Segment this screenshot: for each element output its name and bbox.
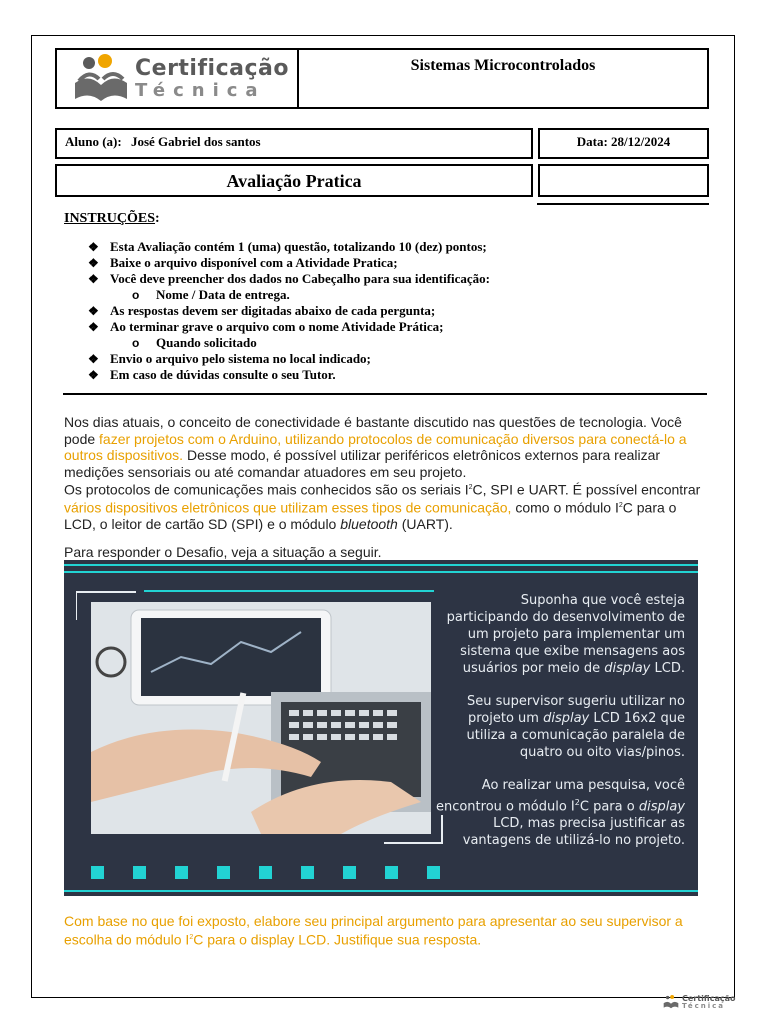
question-text-a: Com base no que foi exposto, elabore seu principal argumento para apresentar ao seu supervisor a escolha do módulo I: [64, 913, 683, 948]
superscript-2: 2: [618, 502, 623, 510]
diamond-bullet-icon: ❖: [88, 240, 99, 254]
intro-paragraph: [64, 414, 704, 533]
scenario-text-3a: Ao realizar uma pesquisa, você encontrou o módulo I: [435, 778, 685, 815]
square-icon: [301, 866, 314, 879]
student-name: José Gabriel dos santos: [130, 134, 261, 149]
display-term: display: [604, 661, 651, 676]
instructions-title-colon: :: [155, 211, 160, 226]
protocols-text-b: C, SPI e UART. É possível encontrar: [472, 481, 701, 498]
grade-box: [538, 164, 709, 197]
certificacao-logo-small-icon: [662, 993, 680, 1011]
instructions-title-text: INSTRUÇÕES: [64, 211, 156, 226]
header-divider: [537, 203, 709, 205]
scenario-text: [435, 592, 685, 865]
instructions-list: [88, 239, 490, 383]
list-item: [88, 351, 490, 367]
square-icon: [217, 866, 230, 879]
intro-text-a: Nos dias atuais, o conceito de conectividade é bastante discutido nas questões de tecnologia. Você pode: [64, 414, 682, 447]
banner-top-line: [64, 564, 698, 566]
list-item-text: Em caso de dúvidas consulte o seu Tutor.: [110, 367, 336, 382]
square-icon: [91, 866, 104, 879]
scenario-text-1b: LCD.: [650, 661, 685, 676]
list-item-text: Quando solicitado: [156, 335, 257, 350]
banner-bottom-line: [64, 890, 698, 892]
student-field: [55, 128, 533, 159]
instructions-divider: [63, 393, 707, 395]
list-item-text: Envio o arquivo pelo sistema no local indicado;: [110, 351, 371, 366]
diamond-bullet-icon: ❖: [88, 256, 99, 270]
list-item-text: Você deve preencher dos dados no Cabeçalho para sua identificação:: [110, 271, 491, 286]
diamond-bullet-icon: ❖: [88, 272, 99, 286]
protocols-text-e: (UART).: [397, 516, 453, 533]
logo-line1: Certificação: [135, 55, 289, 81]
footer-logo-line2: Técnica: [682, 1001, 725, 1010]
square-icon: [427, 866, 440, 879]
challenge-intro: Para responder o Desafio, veja a situação a seguir.: [64, 544, 382, 560]
list-item-text: Ao terminar grave o arquivo com o nome Atividade Prática;: [110, 319, 444, 334]
square-icon: [175, 866, 188, 879]
scenario-text-3b: C para o: [579, 799, 639, 815]
instructions-title: [64, 211, 160, 227]
question-text: [64, 913, 704, 948]
diamond-bullet-icon: ❖: [88, 304, 99, 318]
logo-box: [55, 48, 299, 109]
list-item: [88, 271, 490, 287]
footer-logo: [662, 993, 736, 1011]
list-item-text: Nome / Data de entrega.: [156, 287, 290, 302]
display-term: display: [543, 711, 590, 726]
superscript-2: 2: [189, 933, 194, 941]
list-item-text: As respostas devem ser digitadas abaixo de cada pergunta;: [110, 303, 436, 318]
circle-bullet-icon: o: [132, 288, 140, 302]
sub-list-item: [88, 335, 490, 351]
scenario-text-2b: LCD 16x2 que utiliza a comunicação paralela de quatro ou oito vias/pinos.: [466, 711, 685, 760]
list-item: [88, 255, 490, 271]
logo-text: [135, 55, 289, 101]
diamond-bullet-icon: ❖: [88, 352, 99, 366]
protocols-text-d: C para o LCD, o leitor de cartão SD (SPI) e o módulo: [64, 499, 677, 533]
list-item: [88, 319, 490, 335]
scenario-paragraph-2: [435, 693, 685, 761]
evaluation-title: Avaliação Pratica: [55, 164, 533, 197]
scenario-paragraph-1: [435, 592, 685, 677]
date-field: [538, 128, 709, 159]
list-item: [88, 303, 490, 319]
scenario-text-3c: LCD, mas precisa justificar as vantagens de utilizá-lo no projeto.: [462, 816, 685, 849]
footer-logo-line1: Certificação: [682, 993, 736, 1003]
student-label: Aluno (a):: [65, 134, 122, 149]
scenario-paragraph-3: [435, 777, 685, 849]
decorative-squares: [91, 866, 440, 879]
devices-link[interactable]: vários dispositivos eletrônicos que utilizam esses tipos de comunicação,: [64, 499, 512, 516]
sub-list-item: [88, 287, 490, 303]
date-value: 28/12/2024: [611, 134, 671, 149]
question-text-b: C para o display LCD. Justifique sua resposta.: [193, 931, 482, 948]
square-icon: [343, 866, 356, 879]
bluetooth-term: bluetooth: [340, 516, 398, 533]
banner-top-line-2: [64, 571, 698, 573]
list-item-text: Baixe o arquivo disponível com a Atividade Pratica;: [110, 255, 398, 270]
footer-logo-text: [682, 995, 736, 1010]
diamond-bullet-icon: ❖: [88, 368, 99, 382]
arduino-link[interactable]: fazer projetos com o Arduino, utilizando protocolos de comunicação diversos para conectá-lo a outros dispositivos.: [64, 430, 687, 463]
date-label: Data:: [576, 134, 608, 149]
protocols-text-c: como o módulo I: [511, 499, 619, 516]
superscript-2: 2: [468, 484, 473, 491]
list-item: [88, 367, 490, 383]
certificacao-logo-icon: [69, 51, 133, 107]
photo-illustration-icon: [91, 602, 431, 834]
superscript-2: 2: [574, 798, 580, 807]
scenario-text-1a: Suponha que você esteja participando do desenvolvimento de um projeto para implementar um sistema que exibe mensagens aos usuários por meio de: [446, 593, 685, 676]
circle-bullet-icon: o: [132, 336, 140, 350]
scenario-banner: [64, 560, 698, 896]
diamond-bullet-icon: ❖: [88, 320, 99, 334]
protocols-text-a: Os protocolos de comunicações mais conhecidos são os seriais I: [64, 481, 469, 498]
square-icon: [259, 866, 272, 879]
scenario-text-2a: Seu supervisor sugeriu utilizar no projeto um: [467, 694, 685, 726]
course-title: Sistemas Microcontrolados: [297, 48, 709, 109]
square-icon: [385, 866, 398, 879]
list-item-text: Esta Avaliação contém 1 (uma) questão, totalizando 10 (dez) pontos;: [110, 239, 487, 254]
square-icon: [133, 866, 146, 879]
intro-text-b: Desse modo, é possível utilizar periféricos eletrônicos externos para realizar medições sensoriais ou até comandar atuadores em seu projeto.: [64, 447, 661, 480]
display-term: display: [638, 799, 685, 815]
laptop-tablet-photo: [91, 602, 431, 834]
corner-line-icon: [144, 590, 434, 594]
logo-line2: Técnica: [135, 79, 266, 101]
list-item: [88, 239, 490, 255]
